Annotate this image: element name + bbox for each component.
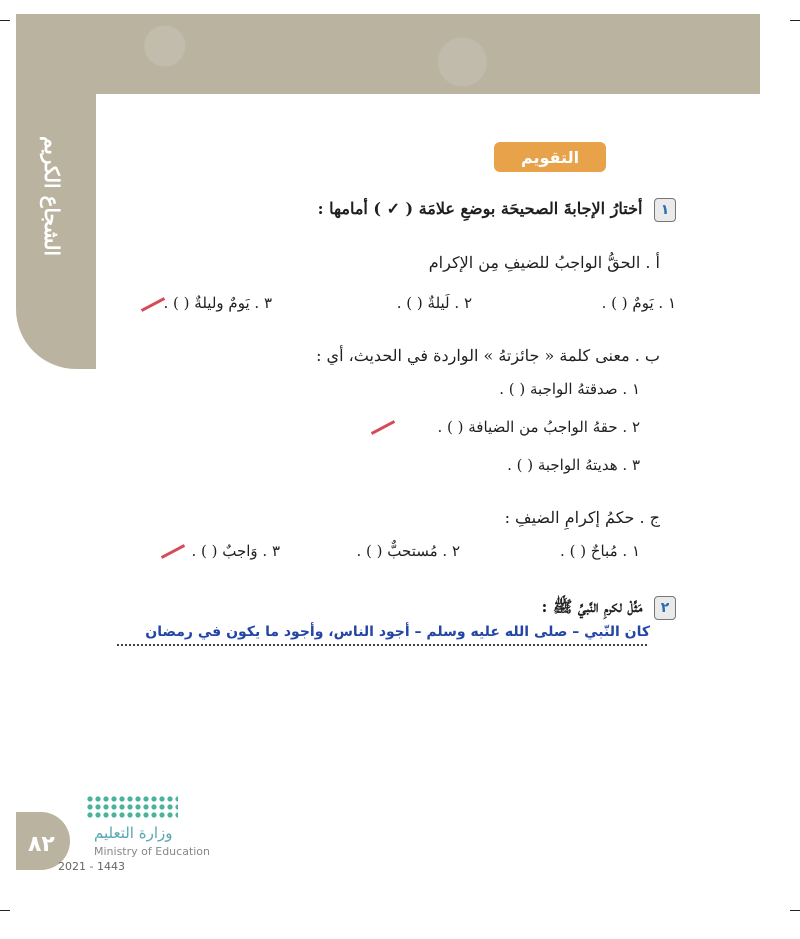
option-b3: ٣ . هديتهُ الواجبة ( ) . [507,456,640,474]
part-a-label: أ . الحقُّ الواجبُ للضيفِ مِن الإكرام [428,253,660,272]
question-number-badge: ١ [654,198,676,222]
ministry-name-en: Ministry of Education [94,845,211,858]
option-a2: ٢ . لَيلةٌ ( ) . [396,294,472,312]
part-c-label: ج . حكمُ إكرامِ الضيفِ : [504,508,660,527]
check-mark [141,297,165,312]
header-band [16,14,760,94]
section-tag [494,142,606,172]
question-1-prompt: أختارُ الإجابةَ الصحيحَة بوضعِ علامَة ( ✓ ) أمامها : [317,199,643,218]
option-a1: ١ . يَومٌ ( ) . [601,294,676,312]
option-a3: ٣ . يَومٌ وليلةٌ ( ) . [163,294,272,312]
part-b-label: ب . معنى كلمة « جائزتهُ » الواردة في الحديث، أي : [316,346,660,365]
answer-line [117,644,647,646]
question-2 [542,596,676,620]
ministry-logo-icon [86,795,178,819]
lesson-title: الشجاع الكريم [40,136,64,256]
option-b2: ٢ . حقهُ الواجبُ من الضيافة ( ) . [437,418,640,436]
edition-year: 2021 - 1443 [58,860,125,873]
ministry-name: وزارة التعليم [94,824,173,842]
option-c3: ٣ . وَاجبٌ ( ) . [191,542,280,560]
question-2-prompt: مَثِّلْ لكرمِ النَّبيِّ ﷺ : [541,597,643,616]
check-mark [371,420,395,435]
section-tag-label: التقويم [520,147,580,167]
option-c2: ٢ . مُستحبٌّ ( ) . [356,542,460,560]
question-1 [318,198,676,222]
check-mark [161,544,185,559]
option-b1: ١ . صدقتهُ الواجبة ( ) . [499,380,640,398]
handwritten-answer: كان النّبي – صلى الله عليه وسلم – أجود الناس، وأجود ما يكون في رمضان [145,624,650,640]
page-number: ٨٢ [28,832,55,857]
option-c1: ١ . مُباحٌ ( ) . [560,542,640,560]
question-number-badge: ٢ [654,596,676,620]
